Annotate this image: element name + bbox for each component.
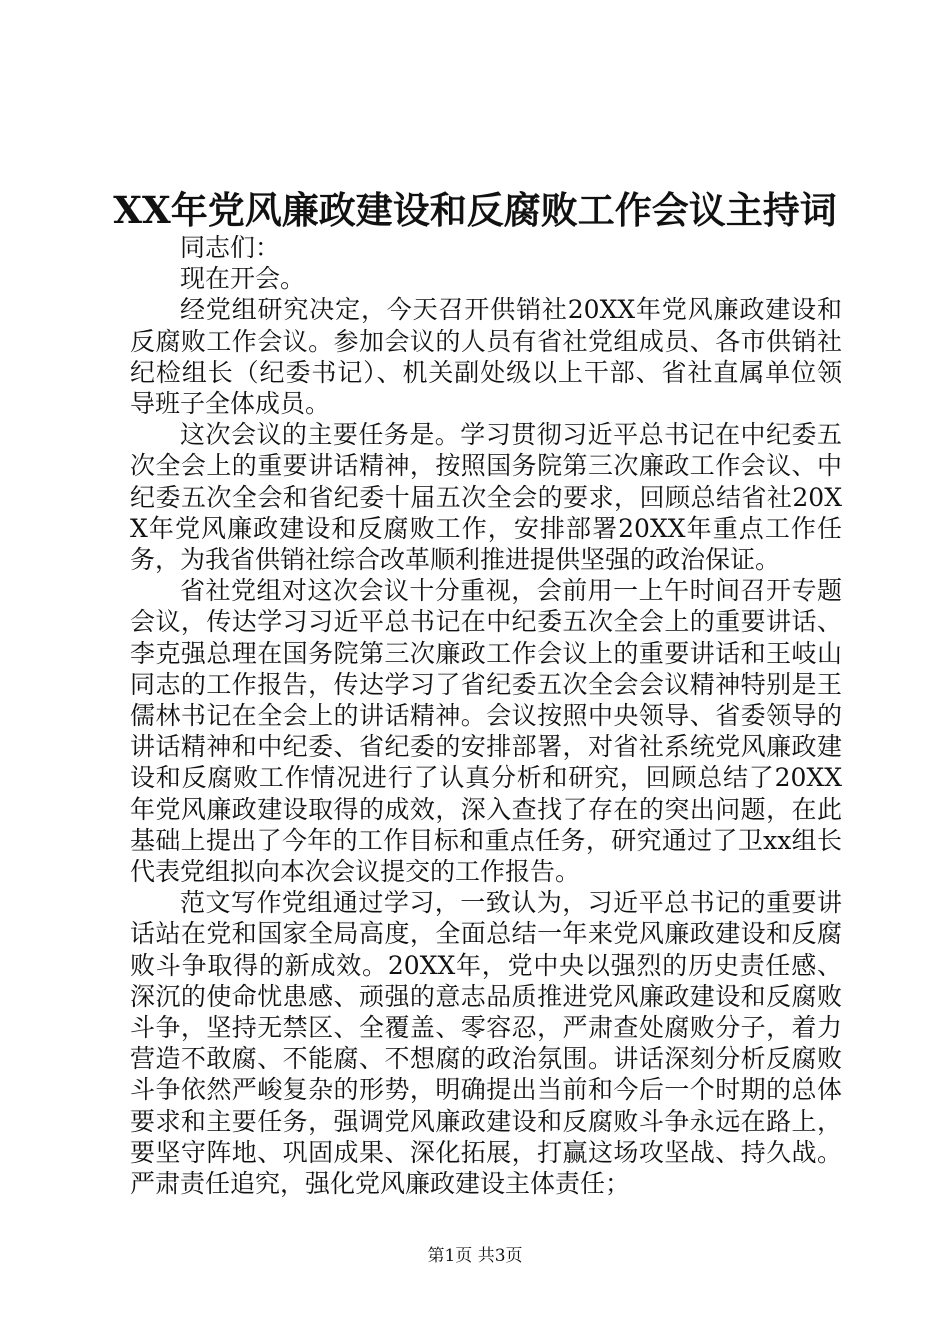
- page-number-footer: 第1页 共3页: [427, 1246, 523, 1266]
- paragraph-meeting-intro: 经党组研究决定，今天召开供销社20XX年党风廉政建设和反腐败工作会议。参加会议的人员有省社党组成员、各市供销社纪检组长（纪委书记）、机关副处级以上干部、省社直属单位领导班子全体成员。: [130, 295, 842, 419]
- document-body: [130, 232, 842, 1199]
- document-title: XX年党风廉政建设和反腐败工作会议主持词: [113, 188, 837, 232]
- paragraph-main-tasks: 这次会议的主要任务是。学习贯彻习近平总书记在中纪委五次全会上的重要讲话精神，按照国务院第三次廉政工作会议、中纪委五次全会和省纪委十届五次全会的要求，回顾总结省社20XX年党风廉政建设和反腐败工作，安排部署20XX年重点工作任务，为我省供销社综合改革顺利推进提供坚强的政治保证。: [130, 420, 842, 575]
- paragraph-opening: 现在开会。: [180, 264, 306, 294]
- paragraph-preparation: 省社党组对这次会议十分重视，会前用一上午时间召开专题会议，传达学习习近平总书记在中纪委五次全会上的重要讲话、李克强总理在国务院第三次廉政工作会议上的重要讲话和王岐山同志的工作报告，传达学习了省纪委五次全会会议精神特别是王儒林书记在全会上的讲话精神。会议按照中央领导、省委领导的讲话精神和中纪委、省纪委的安排部署，对省社系统党风廉政建设和反腐败工作情况进行了认真分析和研究，回顾总结了20XX年党风廉政建设取得的成效，深入查找了存在的突出问题，在此基础上提出了今年的工作目标和重点任务，研究通过了卫xx组长代表党组拟向本次会议提交的工作报告。: [130, 576, 842, 887]
- paragraph-study-conclusion: 范文写作党组通过学习，一致认为，习近平总书记的重要讲话站在党和国家全局高度，全面总结一年来党风廉政建设和反腐败斗争取得的新成效。20XX年，党中央以强烈的历史责任感、深沉的使命忧患感、顽强的意志品质推进党风廉政建设和反腐败斗争，坚持无禁区、全覆盖、零容忍，严肃查处腐败分子，着力营造不敢腐、不能腐、不想腐的政治氛围。讲话深刻分析反腐败斗争依然严峻复杂的形势，明确提出当前和今后一个时期的总体要求和主要任务，强调党风廉政建设和反腐败斗争永远在路上，要坚守阵地、巩固成果、深化拓展，打赢这场攻坚战、持久战。严肃责任追究，强化党风廉政建设主体责任；: [130, 888, 842, 1199]
- paragraph-greeting: 同志们：: [180, 233, 281, 262]
